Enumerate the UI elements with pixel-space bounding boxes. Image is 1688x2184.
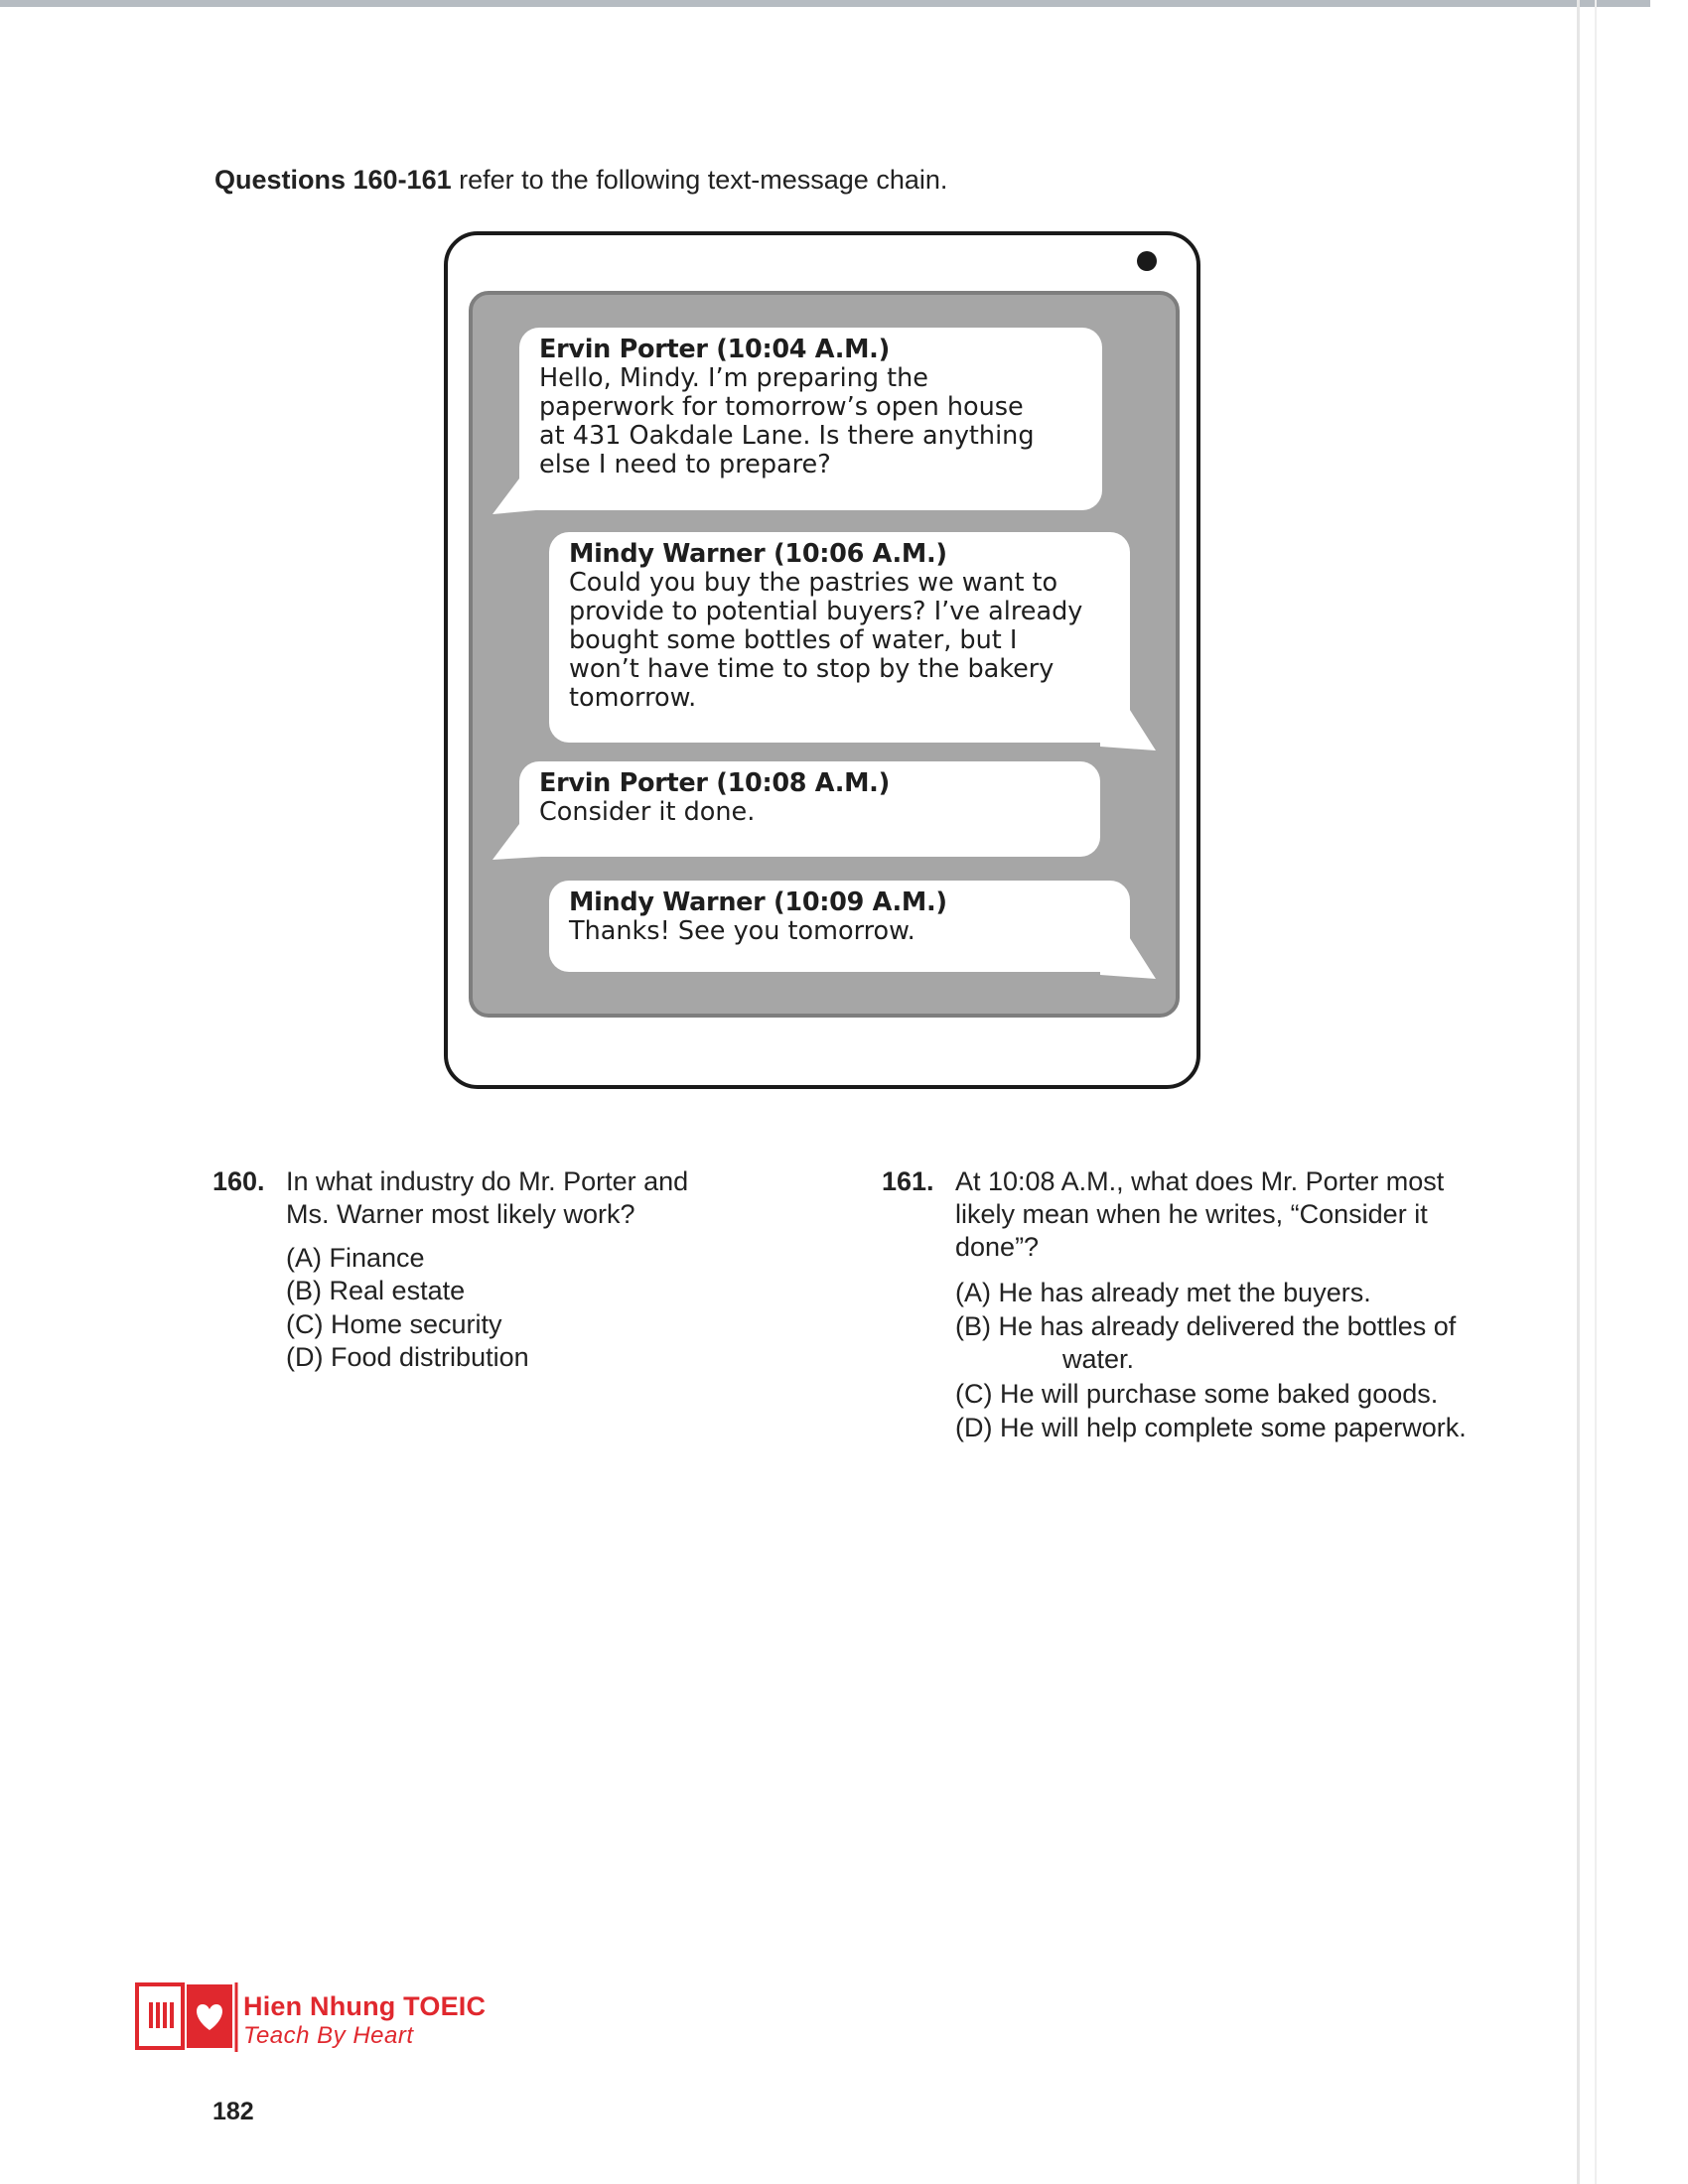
option-label: (A) (286, 1243, 322, 1273)
answer-option-d[interactable] (286, 1341, 529, 1374)
option-text: Finance (329, 1243, 425, 1273)
book-heart-icon (135, 1980, 238, 2054)
answer-option-d[interactable] (955, 1412, 1467, 1444)
phone-camera-dot (1137, 251, 1157, 271)
message-bubble (549, 532, 1130, 743)
question-number: 160. (212, 1166, 265, 1196)
option-text: He has already delivered the bottles of (998, 1311, 1457, 1341)
message-sender: Mindy Warner (10:09 A.M.) (569, 887, 947, 917)
message-line: Could you buy the pastries we want to (569, 568, 1058, 598)
question-stem: In what industry do Mr. Porter and (286, 1166, 689, 1196)
message-line: bought some bottles of water, but I (569, 625, 1018, 655)
message-bubble (519, 328, 1102, 510)
option-label: (C) (286, 1309, 324, 1339)
answer-option-c[interactable] (286, 1308, 502, 1341)
option-label: (D) (955, 1413, 993, 1442)
question-stem: likely mean when he writes, “Consider it (955, 1199, 1428, 1229)
option-text: Real estate (329, 1276, 466, 1305)
answer-option-b[interactable] (955, 1310, 1456, 1343)
intro-text: refer to the following text-message chain. (451, 165, 948, 195)
answer-option-c[interactable] (955, 1378, 1438, 1411)
question-number: 161. (882, 1166, 934, 1196)
message-line: paperwork for tomorrow’s open house (539, 392, 1024, 422)
scan-top-edge (0, 0, 1650, 7)
option-label: (A) (955, 1278, 991, 1307)
brand-name: Hien Nhung TOEIC (243, 1991, 487, 2021)
option-label: (B) (955, 1311, 991, 1341)
message-line: else I need to prepare? (539, 450, 831, 479)
answer-option-b[interactable] (286, 1275, 465, 1307)
message-line: Thanks! See you tomorrow. (569, 916, 915, 946)
option-label: (D) (286, 1342, 324, 1372)
message-sender: Ervin Porter (10:08 A.M.) (539, 768, 890, 798)
message-sender: Mindy Warner (10:06 A.M.) (569, 539, 947, 569)
option-label: (B) (286, 1276, 322, 1305)
questions-intro (214, 165, 947, 196)
option-text: He has already met the buyers. (998, 1278, 1371, 1307)
question-stem: Ms. Warner most likely work? (286, 1199, 635, 1229)
scan-right-edge-2 (1595, 0, 1597, 2184)
option-text: He will purchase some baked goods. (1000, 1379, 1439, 1409)
question-160 (212, 1165, 769, 1384)
answer-option-b-continued (1062, 1343, 1134, 1376)
answer-option-a[interactable] (286, 1242, 425, 1275)
option-text: Home security (331, 1309, 502, 1339)
answer-option-a[interactable] (955, 1277, 1371, 1309)
message-bubble (519, 761, 1100, 857)
option-label: (C) (955, 1379, 993, 1409)
brand-tagline: Teach By Heart (243, 2022, 414, 2049)
question-161 (882, 1165, 1517, 1453)
option-text: Food distribution (331, 1342, 529, 1372)
message-line: provide to potential buyers? I’ve already (569, 597, 1083, 626)
message-line: Consider it done. (539, 797, 756, 827)
question-stem: At 10:08 A.M., what does Mr. Porter most (955, 1166, 1445, 1196)
question-stem: done”? (955, 1232, 1040, 1262)
scan-right-edge (1577, 0, 1580, 2184)
message-line: Hello, Mindy. I’m preparing the (539, 363, 929, 393)
option-text: He will help complete some paperwork. (1000, 1413, 1467, 1442)
message-sender: Ervin Porter (10:04 A.M.) (539, 335, 890, 364)
message-line: won’t have time to stop by the bakery (569, 654, 1055, 684)
questions-range: Questions 160-161 (214, 165, 452, 195)
message-bubble (549, 881, 1130, 972)
page-number: 182 (212, 2098, 254, 2125)
option-text: water. (1062, 1344, 1135, 1374)
message-line: tomorrow. (569, 683, 697, 713)
message-line: at 431 Oakdale Lane. Is there anything (539, 421, 1035, 451)
